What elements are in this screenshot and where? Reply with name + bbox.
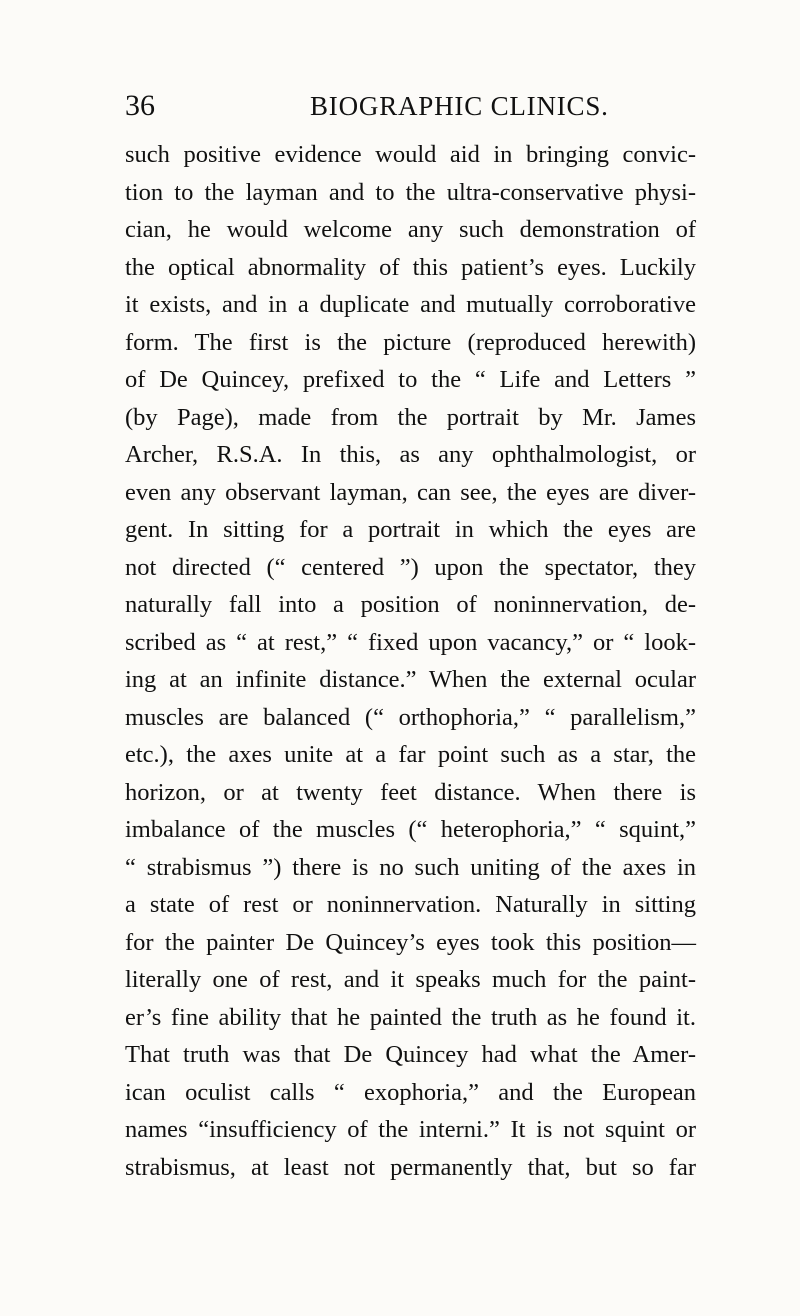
text-line: form. The first is the picture (reproduced herewith)	[125, 328, 696, 356]
text-line: tion to the layman and to the ultra-conservative physi-	[125, 178, 696, 206]
text-line: the optical abnormality of this patient’s eyes. Luckily	[125, 253, 696, 281]
text-line: such positive evidence would aid in bringing convic-	[125, 141, 696, 168]
text-line: strabismus, at least not permanently that, but so far	[125, 1153, 696, 1181]
running-head	[125, 86, 693, 126]
text-line: scribed as “ at rest,” “ fixed upon vacancy,” or “ look-	[125, 628, 696, 656]
body-text	[125, 136, 696, 1186]
text-line: imbalance of the muscles (“ heterophoria,” “ squint,”	[125, 816, 696, 843]
text-line: ing at an infinite distance.” When the external ocular	[125, 666, 696, 693]
text-line: naturally fall into a position of noninnervation, de-	[125, 591, 696, 618]
text-line: (by Page), made from the portrait by Mr. James	[125, 403, 696, 431]
page-number: 36	[125, 89, 155, 122]
text-line: cian, he would welcome any such demonstration of	[125, 216, 696, 243]
text-line: of De Quincey, prefixed to the “ Life and Letters ”	[125, 366, 696, 393]
text-line: it exists, and in a duplicate and mutually corroborative	[125, 291, 696, 318]
text-line: ican oculist calls “ exophoria,” and the European	[125, 1078, 696, 1106]
text-line: for the painter De Quincey’s eyes took this position—	[125, 928, 696, 956]
text-line: “ strabismus ”) there is no such uniting of the axes in	[125, 853, 696, 881]
text-line: literally one of rest, and it speaks much for the paint-	[125, 966, 696, 993]
text-line: muscles are balanced (“ orthophoria,” “ parallelism,”	[125, 703, 696, 731]
text-line: That truth was that De Quincey had what the Amer-	[125, 1041, 696, 1068]
text-line: gent. In sitting for a portrait in which the eyes are	[125, 516, 696, 543]
text-line: etc.), the axes unite at a far point such as a star, the	[125, 741, 696, 768]
text-line: not directed (“ centered ”) upon the spectator, they	[125, 553, 696, 581]
text-line: even any observant layman, can see, the eyes are diver-	[125, 478, 696, 506]
text-line: names “insufficiency of the interni.” It is not squint or	[125, 1116, 696, 1143]
text-line: er’s fine ability that he painted the truth as he found it.	[125, 1003, 696, 1031]
running-head-title: BIOGRAPHIC CLINICS.	[310, 91, 609, 121]
text-line: a state of rest or noninnervation. Naturally in sitting	[125, 891, 696, 918]
text-line: Archer, R.S.A. In this, as any ophthalmologist, or	[125, 441, 696, 468]
text-line: horizon, or at twenty feet distance. When there is	[125, 778, 696, 806]
